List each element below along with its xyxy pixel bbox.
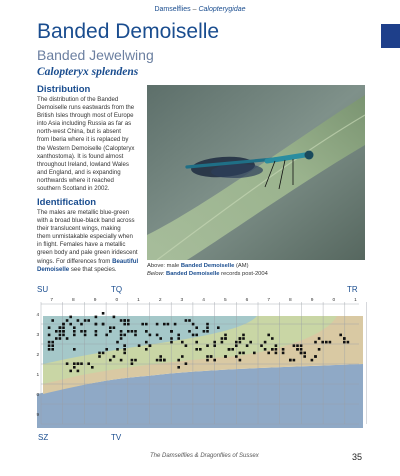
record-dot — [213, 359, 216, 362]
record-dot — [271, 348, 274, 351]
record-dot — [203, 330, 206, 333]
record-dot — [95, 316, 98, 319]
record-dot — [206, 355, 209, 358]
record-dot — [343, 341, 346, 344]
distribution-map — [37, 294, 363, 428]
record-dot — [206, 344, 209, 347]
record-dot — [145, 330, 148, 333]
grid-tick-top: 8 — [72, 298, 75, 303]
record-dot — [95, 334, 98, 337]
record-dot — [69, 316, 72, 319]
photo-illustration — [147, 85, 365, 260]
grid-tick-left: 2 — [36, 353, 40, 358]
record-dot — [109, 330, 112, 333]
section-tab — [381, 24, 400, 48]
record-dot — [73, 348, 76, 351]
record-dot — [224, 337, 227, 340]
identification-line-text: see that species. — [69, 265, 117, 273]
record-dot — [275, 348, 278, 351]
record-dot — [329, 341, 332, 344]
record-dot — [174, 323, 177, 326]
distribution-line: and England, and is expanding — [37, 168, 121, 176]
caption-credit: (AM) — [234, 263, 249, 269]
record-dot — [311, 359, 314, 362]
record-dot — [296, 344, 299, 347]
record-dot — [300, 344, 303, 347]
record-dot — [195, 326, 198, 329]
grid-tick-left: 1 — [36, 373, 40, 378]
record-dot — [347, 341, 350, 344]
record-dot — [239, 359, 242, 362]
record-dot — [62, 326, 65, 329]
record-dot — [242, 334, 245, 337]
caption-line-above — [147, 263, 268, 271]
record-dot — [188, 319, 191, 322]
record-dot — [181, 341, 184, 344]
record-dot — [48, 334, 51, 337]
grid-tick-left: 3 — [36, 333, 40, 338]
grid-tick-left: 0 — [36, 393, 40, 398]
record-dot — [303, 355, 306, 358]
record-dot — [59, 337, 62, 340]
identification-heading: Identification — [37, 197, 97, 208]
record-dot — [48, 341, 51, 344]
record-dot — [185, 344, 188, 347]
record-dot — [131, 359, 134, 362]
record-dot — [127, 330, 130, 333]
record-dot — [73, 326, 76, 329]
record-dot — [62, 330, 65, 333]
record-dot — [123, 334, 126, 337]
record-dot — [77, 362, 80, 365]
record-dot — [177, 337, 180, 340]
record-dot — [73, 330, 76, 333]
record-dot — [177, 334, 180, 337]
record-dot — [206, 330, 209, 333]
record-dot — [264, 348, 267, 351]
record-dot — [195, 348, 198, 351]
grid-tick-top: 8 — [289, 298, 292, 303]
record-dot — [224, 334, 227, 337]
distribution-line: northwards where it reached — [37, 176, 114, 184]
damselfly-photo — [147, 85, 365, 260]
record-dot — [123, 344, 126, 347]
record-dot — [199, 348, 202, 351]
record-dot — [48, 326, 51, 329]
record-dot — [231, 348, 234, 351]
record-dot — [303, 352, 306, 355]
record-dot — [156, 359, 159, 362]
page-number: 35 — [352, 452, 363, 462]
record-dot — [221, 341, 224, 344]
record-dot — [163, 359, 166, 362]
distribution-heading: Distribution — [37, 84, 91, 95]
beautiful-link[interactable]: Beautiful — [112, 257, 139, 265]
record-dot — [156, 334, 159, 337]
record-dot — [145, 348, 148, 351]
record-dot — [51, 344, 54, 347]
record-dot — [300, 348, 303, 351]
record-dot — [113, 355, 116, 358]
distribution-line: the Western Demoiselle (Calopteryx — [37, 144, 135, 152]
record-dot — [123, 323, 126, 326]
record-dot — [188, 330, 191, 333]
record-dot — [77, 319, 80, 322]
record-dot — [48, 344, 51, 347]
record-dot — [102, 312, 105, 315]
record-dot — [221, 337, 224, 340]
record-dot — [127, 319, 130, 322]
caption-note: records post-2004 — [219, 270, 268, 277]
record-dot — [206, 326, 209, 329]
header-group: Damselflies — [154, 6, 191, 13]
record-dot — [246, 344, 249, 347]
record-dot — [159, 359, 162, 362]
record-dot — [59, 334, 62, 337]
record-dot — [62, 323, 65, 326]
record-dot — [195, 334, 198, 337]
record-dot — [239, 341, 242, 344]
record-dot — [318, 337, 321, 340]
identification-line-text: wings. For differences from — [37, 257, 111, 265]
identification-line: green body and pale green iridescent — [37, 249, 138, 257]
record-dot — [66, 362, 69, 365]
record-dot — [239, 352, 242, 355]
record-dot — [87, 319, 90, 322]
record-dot — [102, 352, 105, 355]
record-dot — [267, 352, 270, 355]
record-dot — [105, 334, 108, 337]
identification-line: their translucent wings, making — [37, 225, 121, 233]
record-dot — [163, 323, 166, 326]
record-dot — [275, 344, 278, 347]
record-dot — [206, 323, 209, 326]
species-subtitle: Banded Jewelwing — [37, 47, 154, 63]
record-dot — [141, 323, 144, 326]
grid-tick-left: 9 — [36, 413, 40, 418]
record-dot — [177, 366, 180, 369]
grid-tick-top: 0 — [115, 298, 119, 303]
grid-label-tq: TQ — [111, 285, 123, 294]
record-dot — [343, 337, 346, 340]
record-dot — [249, 341, 252, 344]
record-dot — [156, 323, 159, 326]
record-dot — [217, 326, 220, 329]
record-dot — [98, 355, 101, 358]
record-dot — [109, 326, 112, 329]
grid-tick-top: 5 — [223, 298, 227, 303]
running-header — [0, 6, 400, 13]
record-dot — [145, 341, 148, 344]
distribution-line: from Iberia where it is replaced by — [37, 136, 129, 144]
record-dot — [228, 348, 231, 351]
grid-tick-top: 7 — [267, 298, 271, 303]
record-dot — [123, 352, 126, 355]
grid-tick-top: 1 — [137, 298, 140, 303]
record-dot — [213, 341, 216, 344]
record-dot — [206, 359, 209, 362]
record-dot — [134, 359, 137, 362]
record-dot — [138, 344, 141, 347]
record-dot — [55, 337, 58, 340]
grid-tick-top: 1 — [354, 298, 357, 303]
record-dot — [242, 352, 245, 355]
record-dot — [131, 362, 134, 365]
record-dot — [242, 337, 245, 340]
record-dot — [77, 370, 80, 373]
record-dot — [120, 319, 123, 322]
record-dot — [120, 359, 123, 362]
grid-tick-left: 4 — [36, 313, 40, 318]
record-dot — [66, 337, 69, 340]
record-dot — [293, 344, 296, 347]
grid-tick-top: 0 — [332, 298, 336, 303]
record-dot — [109, 359, 112, 362]
record-dot — [80, 323, 83, 326]
record-dot — [51, 341, 54, 344]
record-dot — [321, 341, 324, 344]
distribution-text — [37, 96, 143, 193]
record-dot — [260, 344, 263, 347]
identification-line: with a broad blue-black band across — [37, 217, 135, 225]
footer-title: The Damselflies & Dragonflies of Sussex — [150, 453, 259, 459]
record-dot — [185, 319, 188, 322]
record-dot — [267, 334, 270, 337]
caption-line-below — [147, 271, 268, 279]
identification-text — [37, 209, 143, 274]
record-dot — [271, 337, 274, 340]
record-dot — [59, 326, 62, 329]
identification-line: The males are metallic blue-green — [37, 209, 130, 216]
record-dot — [149, 334, 152, 337]
record-dot — [116, 341, 119, 344]
record-dot — [318, 348, 321, 351]
record-dot — [134, 330, 137, 333]
record-dot — [282, 352, 285, 355]
grid-tick-top: 7 — [50, 298, 54, 303]
record-dot — [123, 319, 126, 322]
record-dot — [113, 326, 116, 329]
distribution-line: north-west China, but is absent — [37, 128, 122, 136]
record-dot — [134, 334, 137, 337]
record-dot — [195, 341, 198, 344]
grid-label-su: SU — [37, 285, 49, 294]
map-svg — [37, 294, 363, 428]
record-dot — [59, 330, 62, 333]
record-dot — [167, 323, 170, 326]
record-dot — [224, 355, 227, 358]
grid-label-tv: TV — [111, 433, 122, 442]
distribution-line: British Isles through most of Europe — [37, 112, 134, 120]
record-dot — [181, 355, 184, 358]
record-dot — [253, 352, 256, 355]
record-dot — [84, 330, 87, 333]
identification-line: them unmistakable especially when — [37, 233, 133, 241]
record-dot — [91, 366, 94, 369]
record-dot — [185, 362, 188, 365]
distribution-line: into Asia including Russia as far as — [37, 120, 132, 128]
record-dot — [105, 348, 108, 351]
record-dot — [73, 334, 76, 337]
caption-prefix: Above: male — [147, 263, 181, 269]
record-dot — [102, 323, 105, 326]
record-dot — [213, 344, 216, 347]
distribution-line: xanthostoma). It is found almost — [37, 152, 124, 160]
distribution-line: The distribution of the Banded — [37, 96, 119, 103]
photo-caption — [147, 263, 268, 278]
record-dot — [69, 370, 72, 373]
record-dot — [95, 330, 98, 333]
record-dot — [120, 334, 123, 337]
grid-tick-top: 6 — [245, 298, 249, 303]
record-dot — [339, 334, 342, 337]
record-dot — [264, 341, 267, 344]
record-dot — [69, 323, 72, 326]
record-dot — [120, 337, 123, 340]
distribution-line: Demoiselle runs eastwards from the — [37, 104, 135, 112]
record-dot — [73, 366, 76, 369]
record-dot — [235, 344, 238, 347]
header-family: Calopterygidae — [198, 6, 246, 13]
header-separator: – — [190, 6, 199, 13]
record-dot — [84, 319, 87, 322]
caption-species: Banded Demoiselle — [166, 270, 220, 277]
grid-tick-top: 3 — [180, 298, 184, 303]
species-latin-name: Calopteryx splendens — [37, 66, 139, 78]
record-dot — [314, 355, 317, 358]
record-dot — [80, 330, 83, 333]
species-title: Banded Demoiselle — [37, 20, 220, 43]
record-dot — [48, 348, 51, 351]
record-dot — [51, 319, 54, 322]
grid-label-sz: SZ — [38, 433, 49, 442]
record-dot — [159, 355, 162, 358]
record-dot — [314, 341, 317, 344]
demoiselle-link[interactable]: Demoiselle — [37, 265, 70, 273]
identification-line — [37, 258, 143, 266]
record-dot — [120, 330, 123, 333]
grid-tick-top: 2 — [158, 298, 162, 303]
record-dot — [62, 334, 65, 337]
record-dot — [192, 334, 195, 337]
record-dot — [159, 337, 162, 340]
record-dot — [98, 352, 101, 355]
record-dot — [123, 348, 126, 351]
record-dot — [73, 362, 76, 365]
record-dot — [116, 348, 119, 351]
record-dot — [55, 330, 58, 333]
record-dot — [66, 319, 69, 322]
grid-tick-top: 4 — [202, 298, 205, 303]
record-dot — [293, 359, 296, 362]
record-dot — [80, 362, 83, 365]
record-dot — [84, 334, 87, 337]
record-dot — [210, 355, 213, 358]
record-dot — [289, 359, 292, 362]
caption-species: Banded Demoiselle — [180, 263, 235, 269]
record-dot — [51, 348, 54, 351]
record-dot — [235, 341, 238, 344]
distribution-line: southern Scotland in 2002. — [37, 185, 110, 193]
grid-label-tr: TR — [347, 285, 358, 294]
record-dot — [235, 355, 238, 358]
record-dot — [275, 352, 278, 355]
record-dot — [170, 337, 173, 340]
record-dot — [127, 323, 130, 326]
record-dot — [325, 341, 328, 344]
grid-tick-top: 9 — [310, 298, 314, 303]
grid-tick-top: 9 — [93, 298, 97, 303]
record-dot — [177, 359, 180, 362]
record-dot — [145, 323, 148, 326]
record-dot — [300, 352, 303, 355]
record-dot — [87, 362, 90, 365]
record-dot — [170, 330, 173, 333]
record-dot — [192, 323, 195, 326]
record-dot — [113, 316, 116, 319]
record-dot — [131, 330, 134, 333]
record-dot — [239, 337, 242, 340]
record-dot — [296, 348, 299, 351]
record-dot — [95, 323, 98, 326]
distribution-line: throughout Ireland, lowland Wales — [37, 160, 129, 168]
identification-line — [37, 266, 143, 274]
record-dot — [170, 341, 173, 344]
identification-line: in flight. Females have a metallic — [37, 241, 126, 249]
record-dot — [149, 344, 152, 347]
record-dot — [282, 348, 285, 351]
caption-prefix: Below: — [147, 270, 167, 277]
